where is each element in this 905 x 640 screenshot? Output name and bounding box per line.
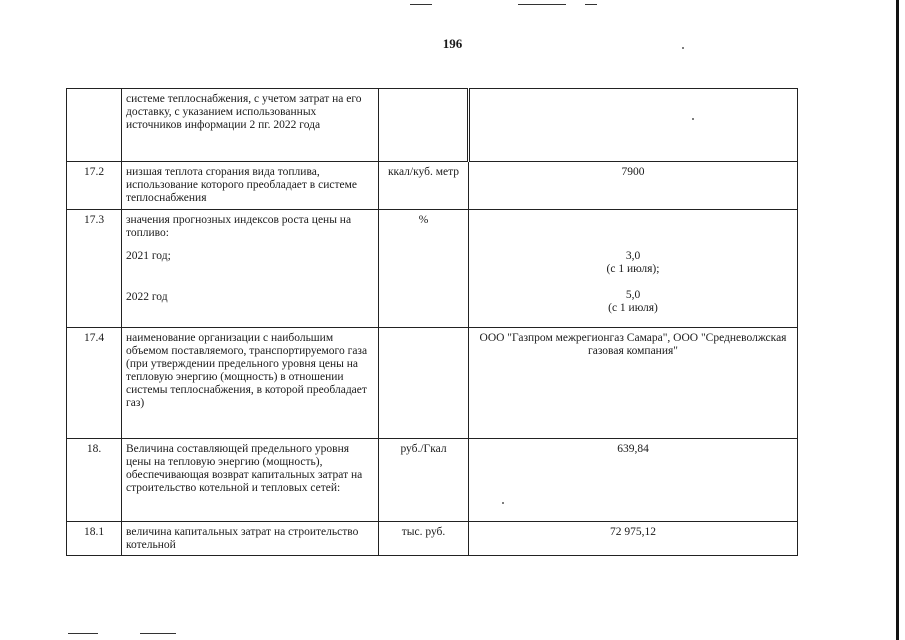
- row-unit: тыс. руб.: [379, 522, 469, 556]
- table-row: [67, 89, 798, 162]
- table-row: [67, 522, 798, 556]
- row-value: 7900: [469, 162, 798, 210]
- row-number: [67, 89, 122, 162]
- row-description: значения прогнозных индексов роста цены на топливо:: [126, 214, 352, 239]
- subrow-note-2021: (с 1 июля);: [606, 263, 660, 275]
- row-unit: ккал/куб. метр: [379, 162, 469, 210]
- row-unit: [379, 328, 469, 439]
- scan-mark: [140, 633, 176, 634]
- row-unit: руб./Гкал: [379, 439, 469, 522]
- tariff-table: [66, 88, 798, 556]
- row-number: 17.3: [67, 210, 122, 328]
- row-description-group: [122, 210, 379, 328]
- table-row: [67, 162, 798, 210]
- row-description: наименование организации с наибольшим объемом поставляемого, транспортируемого газа (при утверждении предельного уровня цены на тепловую энергию (мощность) в отношении системы теплоснабжения, в которой преобладает газ): [122, 328, 379, 439]
- row-description: Величина составляющей предельного уровня цены на тепловую энергию (мощность), обеспечивающая возврат капитальных затрат на строительство котельной и тепловых сетей:: [122, 439, 379, 522]
- table-row: [67, 328, 798, 439]
- row-number: 18.1: [67, 522, 122, 556]
- row-value: [469, 89, 798, 162]
- page-number: 196: [442, 36, 463, 51]
- subrow-value-2022: 5,0: [625, 289, 641, 301]
- subrow-value-2021: 3,0: [625, 250, 641, 262]
- scan-mark: [518, 4, 566, 5]
- subrow-note-2022: (с 1 июля): [608, 302, 658, 314]
- row-description: низшая теплота сгорания вида топлива, использование которого преобладает в системе теплоснабжения: [122, 162, 379, 210]
- row-value-group: [469, 210, 798, 328]
- row-number: 18.: [67, 439, 122, 522]
- page-edge-line: [896, 0, 899, 640]
- row-number: 17.4: [67, 328, 122, 439]
- scan-mark: [410, 4, 432, 5]
- row-value: ООО "Газпром межрегионгаз Самара", ООО "Средневолжская газовая компания": [469, 328, 798, 439]
- table-row: [67, 439, 798, 522]
- subrow-label-2021: 2021 год;: [126, 250, 171, 262]
- table-row: [67, 210, 798, 328]
- row-unit: %: [379, 210, 469, 328]
- row-value: 72 975,12: [469, 522, 798, 556]
- row-number: 17.2: [67, 162, 122, 210]
- row-value: 639,84: [469, 439, 798, 522]
- row-description: величина капитальных затрат на строительство котельной: [122, 522, 379, 556]
- subrow-label-2022: 2022 год: [126, 291, 168, 303]
- row-description: системе теплоснабжения, с учетом затрат на его доставку, с указанием использованных источников информации 2 пг. 2022 года: [122, 89, 379, 162]
- row-unit: [379, 89, 469, 162]
- scan-mark: [68, 633, 98, 634]
- scan-mark: [585, 4, 597, 5]
